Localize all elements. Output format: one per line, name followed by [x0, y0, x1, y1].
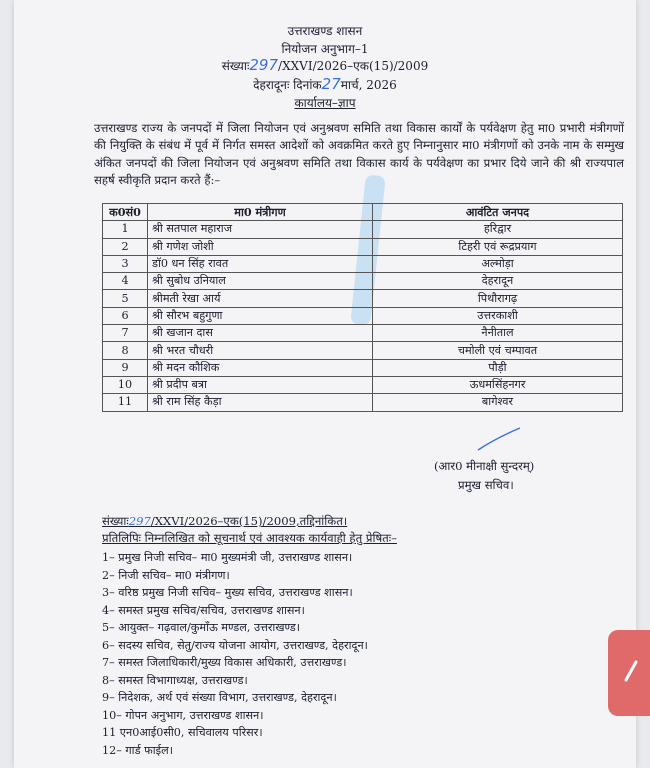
minister-cell: श्री प्रदीप बत्रा — [148, 376, 373, 393]
minister-cell: श्री खजान दास — [148, 325, 373, 342]
minister-cell: श्री सुबोध उनियाल — [148, 273, 373, 290]
serial-cell: 10 — [103, 376, 148, 393]
serial-cell: 1 — [103, 221, 148, 238]
serial-cell: 4 — [103, 273, 148, 290]
serial-cell: 9 — [103, 359, 148, 376]
serial-cell: 5 — [103, 290, 148, 307]
date-prefix: देहरादूनः दिनांक — [253, 78, 322, 92]
date-line — [14, 75, 636, 93]
table-row — [103, 394, 623, 411]
ref-prefix: संख्याः — [221, 59, 250, 73]
district-cell: टिहरी एवं रूद्रप्रयाग — [373, 238, 623, 255]
copy-heading: प्रतिलिपिः निम्नलिखित को सूचनार्थ एवं आवश्यक कार्यवाही हेतु प्रेषितः– — [102, 531, 397, 545]
reference-number — [14, 56, 636, 74]
district-cell: नैनीताल — [373, 325, 623, 342]
district-cell: देहरादून — [373, 273, 623, 290]
list-item: 6– सदस्य सचिव, सेतु/राज्य योजना आयोग, उत्तराखण्ड, देहरादून। — [102, 638, 368, 652]
govt-heading: उत्तराखण्ड शासन — [287, 24, 363, 38]
date-handwritten: 27 — [321, 75, 341, 93]
serial-cell: 2 — [103, 238, 148, 255]
district-cell: पिथौरागढ़ — [373, 290, 623, 307]
ref-suffix: /XXVI/2026–एक(15)/2009 — [278, 59, 429, 73]
minister-cell: श्री सतपाल महाराज — [148, 221, 373, 238]
serial-cell: 8 — [103, 342, 148, 359]
minister-table — [102, 203, 623, 412]
list-item: 9– निदेशक, अर्थ एवं संख्या विभाग, उत्तराखण्ड, देहरादून। — [102, 691, 337, 704]
list-item: 11 एन0आई0सी0, सचिवालय परिसर। — [102, 726, 263, 739]
table-row — [103, 325, 623, 342]
table-row — [103, 273, 623, 290]
list-item: 5– आयुक्त– गढ़वाल/कुमाँऊ मण्डल, उत्तराखण्ड। — [102, 621, 301, 634]
edit-fab-button[interactable] — [608, 630, 650, 716]
list-item: 3– वरिष्ठ प्रमुख निजी सचिव– मुख्य सचिव, उत्तराखण्ड शासन। — [102, 586, 353, 599]
table-row — [103, 238, 623, 255]
signatory-name: (आर0 मीनाक्षी सुन्दरम्) — [434, 459, 535, 473]
ref-handwritten: 297 — [249, 56, 279, 74]
table-row — [103, 221, 623, 238]
list-item: 10– गोपन अनुभाग, उत्तराखण्ड शासन। — [102, 708, 264, 722]
document-page — [14, 0, 636, 768]
serial-cell: 3 — [103, 255, 148, 272]
minister-cell: श्री मदन कौशिक — [148, 359, 373, 376]
district-cell: बागेश्वर — [373, 394, 623, 411]
district-cell: ऊधमसिंहनगर — [373, 376, 623, 393]
district-cell: उत्तरकाशी — [373, 307, 623, 324]
office-memo-title: कार्यालय–ज्ञाप — [294, 96, 356, 110]
table-row — [103, 255, 623, 272]
header-district: आवंटित जनपद — [373, 204, 623, 221]
serial-cell: 6 — [103, 307, 148, 324]
minister-cell: श्री गणेश जोशी — [148, 238, 373, 255]
list-item: 12– गार्ड फाईल। — [102, 743, 173, 757]
section-heading: नियोजन अनुभाग–1 — [281, 42, 369, 56]
table-row — [103, 376, 623, 393]
table-header-row — [103, 204, 623, 221]
list-item: 2– निजी सचिव– मा0 मंत्रीगण। — [102, 568, 230, 582]
district-cell: पौड़ी — [373, 359, 623, 376]
table-row — [103, 307, 623, 324]
header-serial: क0सं0 — [103, 204, 148, 221]
copy-heading-block — [102, 513, 397, 547]
list-item: 1– प्रमुख निजी सचिव– मा0 मुख्यमंत्री जी, उत्तराखण्ड शासन। — [102, 551, 353, 564]
list-item: 7– समस्त जिलाधिकारी/मुख्य विकास अधिकारी, उत्तराखण्ड। — [102, 656, 347, 669]
date-suffix: मार्च, 2026 — [340, 78, 397, 92]
table-row — [103, 359, 623, 376]
serial-cell: 7 — [103, 325, 148, 342]
table-row — [103, 342, 623, 359]
minister-cell: श्रीमती रेखा आर्य — [148, 290, 373, 307]
district-cell: हरिद्वार — [373, 221, 623, 238]
district-cell: चमोली एवं चम्पावत — [373, 342, 623, 359]
pencil-icon — [624, 660, 638, 682]
minister-cell: श्री राम सिंह कैड़ा — [148, 394, 373, 411]
signature-stroke — [476, 426, 522, 452]
serial-cell: 11 — [103, 394, 148, 411]
signatory-designation: प्रमुख सचिव। — [458, 478, 514, 492]
minister-cell: डॉ0 धन सिंह रावत — [148, 255, 373, 272]
list-item: 4– समस्त प्रमुख सचिव/सचिव, उत्तराखण्ड शासन। — [102, 603, 305, 617]
district-cell: अल्मोड़ा — [373, 255, 623, 272]
copy-ref-suffix: /XXVI/2026–एक(15)/2009,तद्दिनांकित। — [150, 514, 348, 528]
copy-reference — [102, 513, 397, 530]
copy-recipient-list — [102, 549, 368, 759]
header-minister: मा0 मंत्रीगण — [148, 204, 373, 221]
minister-cell: श्री सौरभ बहुगुणा — [148, 307, 373, 324]
list-item: 8– समस्त विभागाध्यक्ष, उत्तराखण्ड। — [102, 673, 248, 687]
copy-ref-handwritten: 297 — [128, 514, 151, 528]
minister-cell: श्री भरत चौधरी — [148, 342, 373, 359]
table-row — [103, 290, 623, 307]
copy-ref-prefix: संख्याः — [102, 514, 129, 528]
body-paragraph: उत्तराखण्ड राज्य के जनपदों में जिला नियोजन एवं अनुश्रवण समिति तथा विकास कार्यों के पर्यवेक्षण हेतु मा0 प्रभारी मंत्रीगणों की नियुक्ति के संबंध में पूर्व में निर्गत समस्त आदेशों को अवक्रमित करते हुए निम्नानुसार मा0 मंत्रीगणों को उनके नाम के सम्मुख अंकित जनपदों की जिला नियोजन एवं अनुश्रवण समिति तथा विकास कार्य के पर्यवेक्षण का प्रभार दिये जाने की श्री राज्यपाल सहर्ष स्वीकृति प्रदान करते हैं:– — [94, 121, 624, 188]
